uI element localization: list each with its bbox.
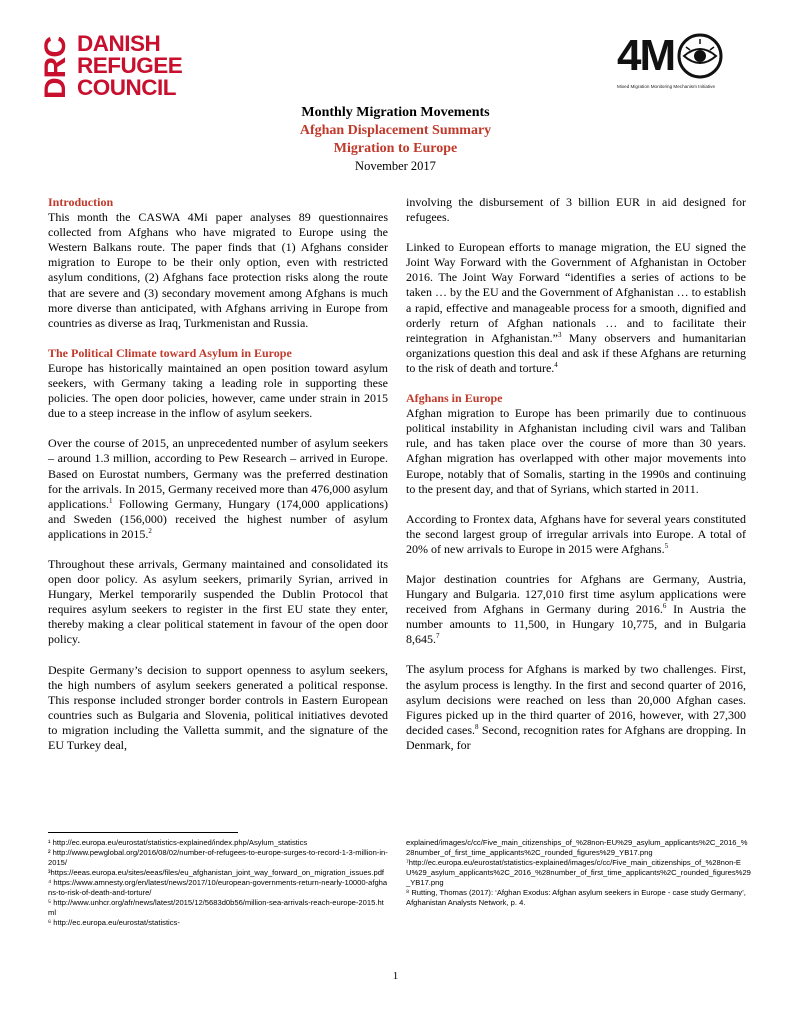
footnote-divider xyxy=(48,832,238,833)
paragraph-political-1: Europe has historically maintained an open position toward asylum seekers, with Germany taking a leading role in supporting these policies. The open door policies, however, came under strain in 2015 due to a steep increase in the inflow of asylum seekers. xyxy=(48,360,388,421)
title-subtitle: Afghan Displacement Summary xyxy=(299,123,492,138)
paragraph-continued: involving the disbursement of 3 billion EUR in aid designed for refugees. xyxy=(406,195,746,225)
left-column xyxy=(48,195,388,768)
4mi-mark xyxy=(617,30,757,82)
heading-afghans-in-europe: Afghans in Europe xyxy=(406,391,503,406)
paragraph-europe-4 xyxy=(406,662,746,753)
drc-vertical-text: DRC xyxy=(39,37,72,99)
footnote-1[interactable]: ¹ http://ec.europa.eu/eurostat/statistics-explained/index.php/Asylum_statistics xyxy=(48,838,308,847)
footnote-ref-1: 1 xyxy=(108,496,113,505)
footnote-ref-5: 5 xyxy=(664,541,669,550)
footnote-ref-2: 2 xyxy=(148,526,152,535)
footnote-6[interactable]: ⁶ http://ec.europa.eu/eurostat/statistics- xyxy=(48,918,180,927)
drc-line-3: COUNCIL xyxy=(77,75,176,100)
drc-logo xyxy=(39,31,183,101)
4mi-tagline: Mixed Migration Monitoring Mechanism Initiative xyxy=(617,84,716,89)
paragraph-europe-4-part-a: The asylum process for Afghans is marked by two challenges. First, the asylum process is lengthy. In the first and second quarter of 2016, asylum decisions were reached on less than 20,000 Afghan cases. Figures picked up in the third quarter of 2016, however, with 27,300 decided cases. xyxy=(406,662,746,737)
paragraph-political-2-part-b: Following Germany, Hungary (174,000 applications) and Sweden (156,000) received the highest number of asylum applications in 2015. xyxy=(48,496,388,541)
eye-icon xyxy=(676,32,724,80)
paragraph-political-3: Throughout these arrivals, Germany maintained and consolidated its open door policy. As asylum seekers, primarily Syrian, arrived in Hungary, Merkel temporarily suspended the Dublin Protocol that requires asylum seekers to register in the first EU state they enter, thereby making a clear political statement in favour of the open door policy. xyxy=(48,556,388,647)
footnote-6-continued[interactable]: explained/images/c/cc/Five_main_citizenships_of_%28non-EU%29_asylum_applicants%2C_2016_%28number_of_first_time_applicants%2C_rounded_figures%29_YB17.png xyxy=(406,838,748,857)
footnote-2[interactable]: ² http://www.pewglobal.org/2016/08/02/number-of-refugees-to-europe-surges-to-record-1-3-million-in-2015/ xyxy=(48,848,388,867)
footnote-5[interactable]: ⁵ http://www.unhcr.org/afr/news/latest/2015/12/5683d0b56/million-sea-arrivals-reach-europe-2015.html xyxy=(48,898,384,917)
title-date: November 2017 xyxy=(355,159,436,173)
4mi-letters: 4M xyxy=(617,31,675,80)
paragraph-europe-3-part-b: In Austria the number amounts to 11,500, in Hungary 10,775, and in Bulgaria 8,645. xyxy=(406,602,746,647)
paragraph-europe-1: Afghan migration to Europe has been primarily due to continuous political instability in Afghanistan including civil wars and Taliban rule, and has taken place over the course of more than 30 years. Afghan migration has overlapped with other major movements into Europe, notably that of Somalis, starting in the 1990s and continuing to the present day, and that of Syrians, which started in 2011. xyxy=(406,406,746,496)
footnote-ref-7: 7 xyxy=(436,632,440,641)
title-block xyxy=(0,104,791,175)
title-topic: Migration to Europe xyxy=(333,141,458,156)
footnotes-left xyxy=(48,838,388,928)
right-column xyxy=(406,195,746,768)
footnote-ref-6: 6 xyxy=(662,602,667,611)
drc-wordmark xyxy=(77,33,182,99)
paragraph-europe-2 xyxy=(406,512,746,557)
footnote-7[interactable]: ⁷http://ec.europa.eu/eurostat/statistics-explained/images/c/cc/Five_main_citizenships_of_%28non-EU%29_asylum_applicants%2C_2016_%28number_of_first_time_applicants%2C_rounded_figures%29_YB17.png xyxy=(406,858,751,887)
paragraph-political-2 xyxy=(48,436,388,542)
drc-line-1: DANISH xyxy=(77,31,161,56)
footnote-3[interactable]: ³https://eeas.europa.eu/sites/eeas/files/eu_afghanistan_joint_way_forward_on_migration_issues.pdf xyxy=(48,868,385,877)
4mi-logo xyxy=(617,30,757,94)
paragraph-political-2-part-a: Over the course of 2015, an unprecedented number of asylum seekers – around 1.3 million, according to Pew Research – arrived in Europe. Based on Eurostat numbers, Germany was the preferred destination for the arrivals. In 2015, Germany received more than 476,000 asylum applications. xyxy=(48,436,388,511)
heading-introduction: Introduction xyxy=(48,195,114,209)
paragraph-introduction: This month the CASWA 4Mi paper analyses 89 questionnaires collected from Afghans who have migrated to Europe using the Western Balkans route. The paper finds that (1) Afghans consider migration to Europe to be their only option, even with restricted asylum conditions, (2) Afghans face protection risks along the route that are severe and (3) secondary movement among Afghans is much more diverse than anticipated, with Afghans arriving in Europe from countries as diverse as Iraq, Turkmenistan and Russia. xyxy=(48,210,388,330)
footnote-8: ⁸ Rutting, Thomas (2017): ‘Afghan Exodus: Afghan asylum seekers in Europe - case study Germany’, Afghanistan Analysts Network, p. 4. xyxy=(406,888,746,907)
page-number: 1 xyxy=(392,970,399,982)
paragraph-political-4: Despite Germany’s decision to support openness to asylum seekers, the high numbers of asylum seekers generated a political response. This response included stronger border controls in Eastern European countries such as Bulgaria and Slovenia, political initiatives devoted to migration including the Valletta summit, and the signature of the EU Turkey deal, xyxy=(48,662,388,752)
paragraph-europe-2-text: According to Frontex data, Afghans have for several years constituted the second largest group of irregular arrivals into Europe. A total of 20% of new arrivals to Europe in 2015 were Afghans. xyxy=(406,511,746,556)
drc-vertical-mark xyxy=(39,33,73,101)
paragraph-europe-3 xyxy=(406,572,746,647)
footnote-4[interactable]: ⁴ https://www.amnesty.org/en/latest/news/2017/10/european-governments-return-nearly-10000-afghans-to-risk-of-death-and-torture/ xyxy=(48,878,388,897)
footnote-ref-8: 8 xyxy=(475,722,479,731)
title-main: Monthly Migration Movements xyxy=(301,105,490,120)
paragraph-europe-3-part-a: Major destination countries for Afghans are Germany, Austria, Hungary and Bulgaria. 127,010 first time asylum applications were received from Afghans in Germany during 2016. xyxy=(406,571,746,617)
footnote-ref-3: 3 xyxy=(557,330,562,339)
heading-political-climate: The Political Climate toward Asylum in Europe xyxy=(48,345,292,360)
paragraph-europe-4-part-b: Second, recognition rates for Afghans are dropping. In Denmark, for xyxy=(406,722,746,752)
footnote-ref-4: 4 xyxy=(554,360,558,369)
paragraph-jwf-part-a: Linked to European efforts to manage migration, the EU signed the Joint Way Forward with the Government of Afghanistan in October 2016. The Joint Way Forward “identifies a series of actions to be taken … by the EU and the Government of Afghanistan … to establish a rapid, effective and manageable process for a smooth, dignified and orderly return of Afghan nationals … and to facilitate their reintegration in Afghanistan.” xyxy=(406,240,746,345)
paragraph-jwf-part-b: Many observers and humanitarian organizations question this deal and ask if these Afghans are returning to the risk of death and torture. xyxy=(406,330,746,375)
footnotes-right xyxy=(406,838,751,908)
drc-line-2: REFUGEE xyxy=(77,53,183,78)
paragraph-joint-way-forward xyxy=(406,240,746,376)
